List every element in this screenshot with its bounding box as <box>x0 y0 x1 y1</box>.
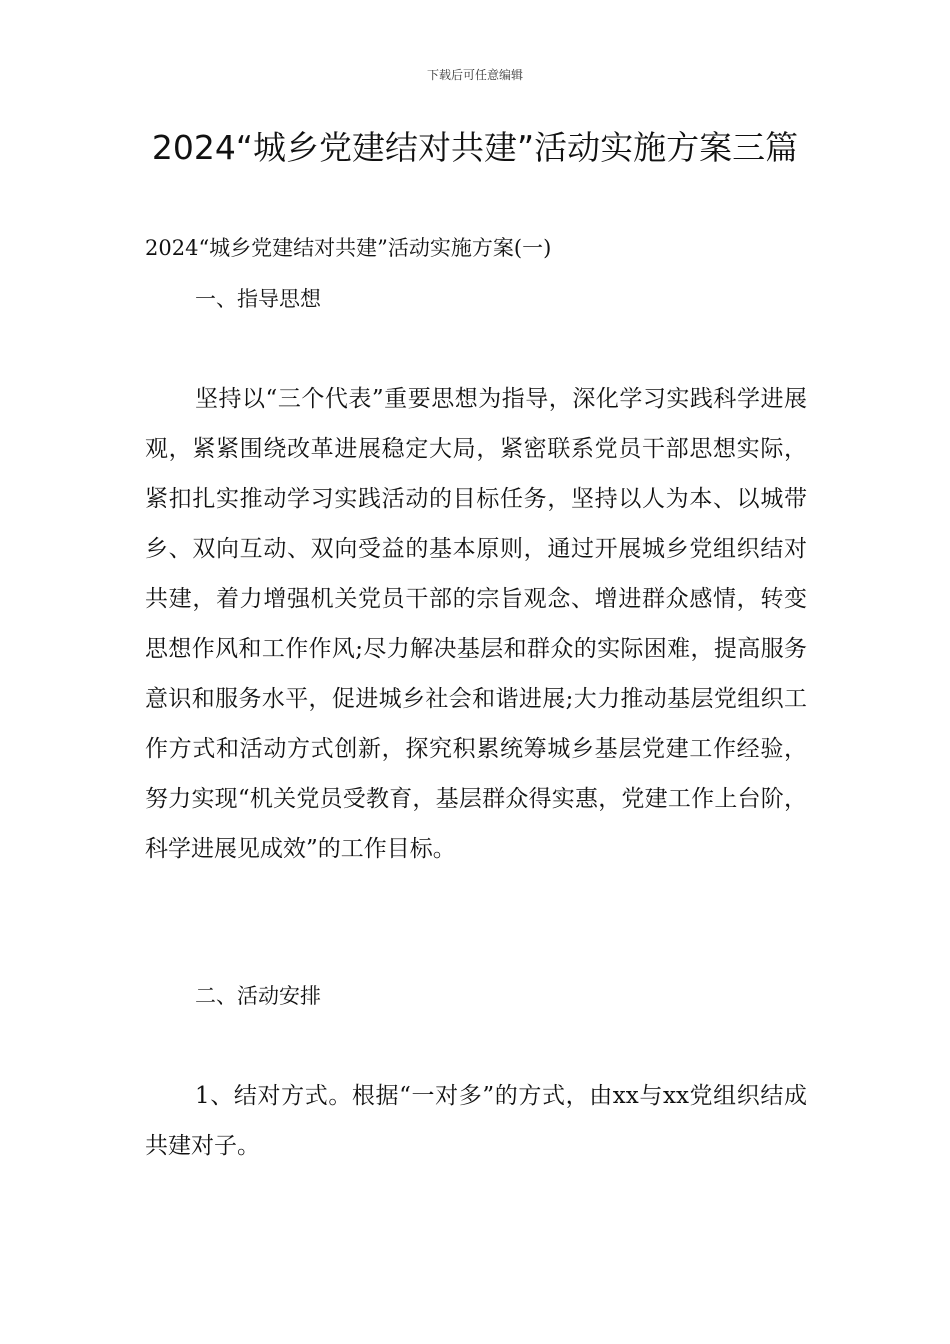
section-heading-activity-arrangement: 二、活动安排 <box>195 984 321 1008</box>
header-note: 下载后可任意编辑 <box>426 68 523 82</box>
document-subtitle: 2024“城乡党建结对共建”活动实施方案(一) <box>145 236 552 260</box>
section-paragraph-guiding-thought: 坚持以“三个代表”重要思想为指导，深化学习实践科学进展观，紧紧围绕改革进展稳定大局，紧密联系党员干部思想实际，紧扣扎实推动学习实践活动的目标任务，坚持以人为本、以城带乡、双向互动、双向受益的基本原则，通过开展城乡党组织结对共建，着力增强机关党员干部的宗旨观念、增进群众感情，转变思想作风和工作作风;尽力解决基层和群众的实际困难，提高服务意识和服务水平，促进城乡社会和谐进展;大力推动基层党组织工作方式和活动方式创新，探究积累统筹城乡基层党建工作经验，努力实现“机关党员受教育，基层群众得实惠，党建工作上台阶，科学进展见成效”的工作目标。 <box>145 386 807 862</box>
section-paragraph-pairing-method: 1、结对方式。根据“一对多”的方式，由xx与xx党组织结成共建对子。 <box>145 1083 807 1159</box>
section-heading-guiding-thought: 一、指导思想 <box>195 287 321 311</box>
document-title: 2024“城乡党建结对共建”活动实施方案三篇 <box>151 128 799 167</box>
